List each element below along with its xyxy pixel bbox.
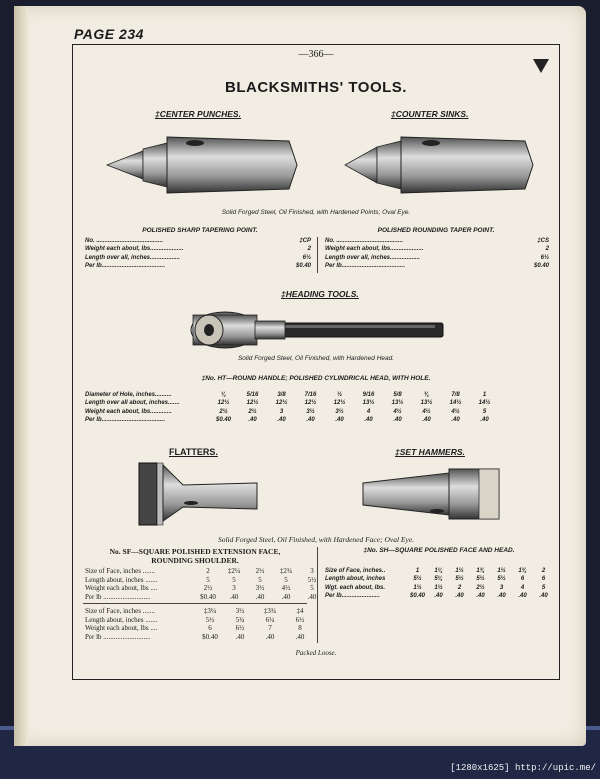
row-value: 6½ bbox=[540, 254, 549, 261]
row-label: Per lb ........................... bbox=[85, 592, 151, 601]
row-value: $0.40 bbox=[295, 262, 311, 269]
counter-sink-illustration bbox=[341, 131, 537, 197]
row-label: Length about, inches bbox=[325, 576, 386, 583]
column-divider bbox=[317, 237, 318, 273]
table-row: Weight each about, lbs............. 2½ 2½ 3 3½ 3½ 4 4½ 4½ 4½ 5 bbox=[85, 408, 487, 415]
heading-tool-caption: Solid Forged Steel, Oil Finished, with Hardened Head. bbox=[237, 355, 395, 362]
row-value: 2 bbox=[307, 246, 311, 253]
table-row: Per lb ........................... $0.40 .40 .40 .40 .40 bbox=[85, 592, 317, 601]
page-gutter bbox=[14, 6, 28, 746]
flatter-illustration bbox=[133, 459, 263, 531]
page-title: BLACKSMITHS' TOOLS. bbox=[225, 79, 407, 96]
column-divider bbox=[317, 547, 318, 643]
table-row: Weight each about, lbs .... 6 6½ 7 8 bbox=[85, 624, 302, 633]
heading-tool-subheading: ‡No. HT—ROUND HANDLE; POLISHED CYLINDRICAL HEAD, WITH HOLE. bbox=[201, 375, 431, 382]
center-punches-heading: ‡CENTER PUNCHES. bbox=[155, 109, 241, 119]
set-hammer-illustration bbox=[359, 463, 509, 525]
table-row bbox=[323, 262, 551, 270]
row-label: Size of Face, inches.. bbox=[325, 568, 386, 574]
row-label: Length about, inches ....... bbox=[85, 615, 158, 624]
row-label: Length about, inches ....... bbox=[85, 575, 158, 584]
flatters-subheading-line2: ROUNDING SHOULDER. bbox=[151, 556, 239, 565]
row-value: 6½ bbox=[302, 254, 311, 261]
table-row: Per lb....................... $0.40 .40 .40 .40 .40 .40 .40 bbox=[325, 592, 548, 599]
row-value: ‡CS bbox=[537, 238, 549, 244]
flatters-subheading-line1: No. SF—SQUARE POLISHED EXTENSION FACE, bbox=[109, 547, 281, 556]
row-label: Weight each about, lbs.................... bbox=[325, 246, 424, 253]
table-rule bbox=[83, 603, 307, 604]
table-row bbox=[323, 245, 551, 253]
row-label: Diameter of Hole, inches.......... bbox=[85, 392, 172, 398]
image-watermark: [1280x1625] http://upic.me/ bbox=[450, 763, 596, 773]
set-hammers-heading: ‡SET HAMMERS. bbox=[395, 447, 465, 457]
table-row: Diameter of Hole, inches.......... ¼ 5/16 3/8 7/16 ½ 9/16 5/8 ¾ 7/8 1 bbox=[85, 392, 487, 398]
row-label: Weight each about, lbs.................... bbox=[85, 246, 184, 253]
heading-tool-table bbox=[83, 391, 499, 424]
packed-note: Packed Loose. bbox=[295, 649, 337, 657]
table-row: Length about, inches ....... 5½ 5¾ 6¼ 6½ bbox=[85, 615, 305, 624]
table-row: Size of Face, inches ....... 2 ‡2¼ 2½ ‡2¾ 3 bbox=[85, 567, 314, 575]
row-label: Length over all, inches.................. bbox=[85, 254, 181, 261]
table-row bbox=[83, 254, 313, 262]
table-row: Per lb...................................... $0.40 .40 .40 .40 .40 .40 .40 .40 .40 .40 bbox=[85, 416, 489, 423]
set-hammer-table bbox=[323, 567, 554, 600]
heading-tool-illustration bbox=[189, 301, 449, 351]
row-label: Size of Face, inches ....... bbox=[85, 607, 155, 615]
table-row: Size of Face, inches.. 1 1¼ 1½ 1¾ 1½ 1¾ 2 bbox=[325, 568, 546, 574]
row-label: Size of Face, inches ....... bbox=[85, 567, 155, 575]
brand-logo-icon bbox=[533, 59, 549, 73]
table-row bbox=[323, 237, 551, 245]
row-label: Weight each about, lbs............. bbox=[85, 408, 172, 415]
catalog-page-number: —366— bbox=[298, 49, 334, 60]
row-label: No. ........................................ bbox=[85, 238, 164, 244]
counter-sink-subheading: POLISHED ROUNDING TAPER POINT. bbox=[377, 227, 495, 234]
row-label: Length over all about, inches....... bbox=[85, 400, 180, 407]
table-row bbox=[83, 262, 313, 270]
row-label: Per lb ........................... bbox=[85, 632, 151, 641]
table-row: Wgt. each about, lbs. 1½ 1½ 2 2½ 3 4 5 bbox=[325, 584, 546, 591]
heading-tools-heading: ‡HEADING TOOLS. bbox=[281, 289, 359, 299]
row-label: Length over all, inches.................. bbox=[325, 254, 421, 261]
flatter-table-1 bbox=[83, 567, 325, 601]
table-row: Length about, inches 5½ 5¼ 5½ 5½ 5½ 6 6 bbox=[325, 576, 546, 583]
row-label: Per lb...................................... bbox=[85, 262, 166, 269]
table-row: Length about, inches ....... 5 5 5 5 5½ bbox=[85, 575, 317, 584]
row-label: Wgt. each about, lbs. bbox=[325, 584, 386, 591]
table-row: Per lb ........................... $0.40 .40 .40 .40 bbox=[85, 632, 305, 641]
row-label: No. ........................................ bbox=[325, 238, 404, 244]
row-label: Weight each about, lbs .... bbox=[85, 624, 158, 633]
row-label: Per lb...................................... bbox=[325, 262, 406, 269]
page-header: PAGE 234 bbox=[74, 26, 144, 42]
flatter-table-2 bbox=[83, 607, 315, 641]
punch-caption: Solid Forged Steel, Oil Finished, with Hardened Points; Oval Eye. bbox=[221, 209, 411, 216]
center-punch-table bbox=[83, 237, 313, 270]
center-punch-illustration bbox=[103, 131, 299, 197]
table-row: Weight each about, lbs .... 2½ 3 3½ 4½ 5 bbox=[85, 584, 314, 593]
center-punch-subheading: POLISHED SHARP TAPERING POINT. bbox=[142, 227, 258, 234]
set-hammers-subheading: ‡No. SH—SQUARE POLISHED FACE AND HEAD. bbox=[363, 547, 515, 554]
flatters-heading: FLATTERS. bbox=[169, 447, 218, 457]
catalog-frame bbox=[72, 44, 560, 680]
counter-sink-table bbox=[323, 237, 551, 270]
row-label: Per lb....................... bbox=[325, 592, 381, 599]
row-label: Per lb...................................... bbox=[85, 416, 166, 423]
row-value: $0.40 bbox=[533, 262, 549, 269]
table-row: Length over all about, inches....... 12½ 12½ 12½ 12½ 12½ 13½ 13½ 13½ 14½ 14½ bbox=[85, 400, 491, 407]
table-row bbox=[83, 245, 313, 253]
row-value: ‡CP bbox=[299, 238, 311, 244]
flatter-caption: Solid Forged Steel, Oil Finished, with Hardened Face; Oval Eye. bbox=[217, 535, 415, 544]
counter-sinks-heading: ‡COUNTER SINKS. bbox=[391, 109, 469, 119]
row-value: 2 bbox=[545, 246, 549, 253]
table-row bbox=[83, 237, 313, 245]
row-label: Weight each about, lbs .... bbox=[85, 584, 158, 593]
table-row bbox=[323, 254, 551, 262]
table-row: Size of Face, inches ....... ‡3¼ 3½ ‡3¾ ‡4 bbox=[85, 607, 304, 615]
